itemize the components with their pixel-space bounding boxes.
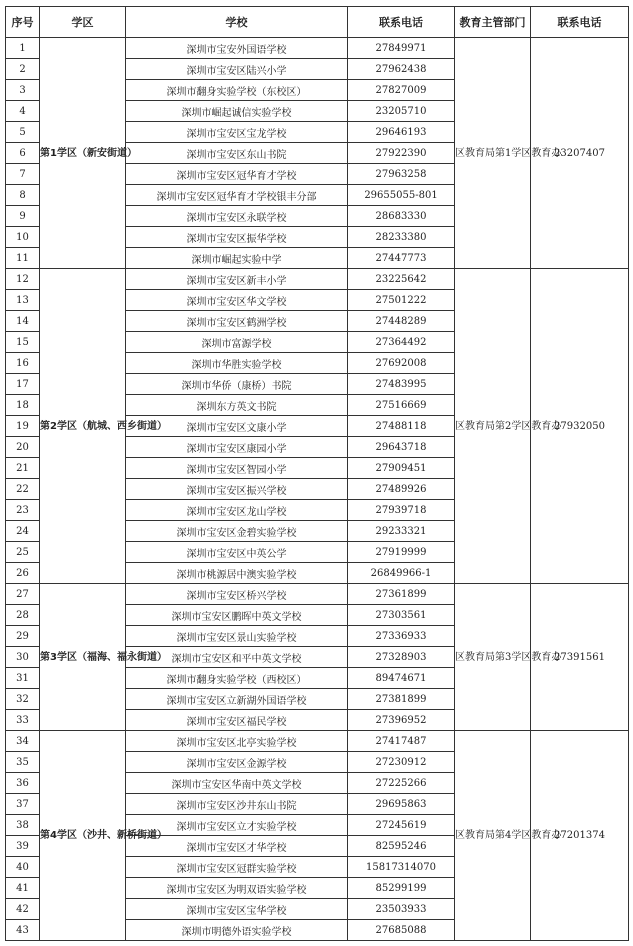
district-name: 第1学区（新安街道） (40, 38, 126, 269)
dept-name: 区教育局第1学区教育办 (455, 38, 531, 269)
row-index: 5 (6, 122, 40, 143)
dept-phone: 27932050 (531, 269, 629, 584)
row-index: 43 (6, 920, 40, 941)
school-phone: 26849966-1 (348, 563, 455, 584)
school-phone: 27909451 (348, 458, 455, 479)
school-name: 深圳市宝安区才华学校 (126, 836, 348, 857)
school-name: 深圳市宝安区立新湖外国语学校 (126, 689, 348, 710)
row-index: 35 (6, 752, 40, 773)
school-phone: 27939718 (348, 500, 455, 521)
school-name: 深圳市宝安区冠华育才学校 (126, 164, 348, 185)
school-phone: 27488118 (348, 416, 455, 437)
row-index: 30 (6, 647, 40, 668)
row-index: 11 (6, 248, 40, 269)
school-phone: 27303561 (348, 605, 455, 626)
dept-phone: 27391561 (531, 584, 629, 731)
school-name: 深圳市翻身实验学校（东校区） (126, 80, 348, 101)
school-phone: 27501222 (348, 290, 455, 311)
row-index: 3 (6, 80, 40, 101)
school-name: 深圳市宝安区金碧实验学校 (126, 521, 348, 542)
school-phone: 27364492 (348, 332, 455, 353)
school-phone: 27489926 (348, 479, 455, 500)
school-name: 深圳市宝安区振兴学校 (126, 479, 348, 500)
row-index: 7 (6, 164, 40, 185)
school-name: 深圳市宝安区和平中英文学校 (126, 647, 348, 668)
school-phone: 27245619 (348, 815, 455, 836)
row-index: 23 (6, 500, 40, 521)
school-phone: 27516669 (348, 395, 455, 416)
school-phone: 29233321 (348, 521, 455, 542)
school-name: 深圳市宝安区陆兴小学 (126, 59, 348, 80)
school-phone: 27849971 (348, 38, 455, 59)
row-index: 6 (6, 143, 40, 164)
school-name: 深圳市华侨（康桥）书院 (126, 374, 348, 395)
school-name: 深圳市宝安区宝华学校 (126, 899, 348, 920)
dept-name: 区教育局第2学区教育办 (455, 269, 531, 584)
school-phone: 27448289 (348, 311, 455, 332)
school-phone: 27417487 (348, 731, 455, 752)
school-name: 深圳市宝安区沙井东山书院 (126, 794, 348, 815)
district-name: 第4学区（沙井、新桥街道） (40, 731, 126, 941)
header-dept-phone: 联系电话 (531, 7, 629, 38)
school-name: 深圳市宝安区金源学校 (126, 752, 348, 773)
school-name: 深圳市宝安区智园小学 (126, 458, 348, 479)
school-name: 深圳市桃源居中澳实验学校 (126, 563, 348, 584)
row-index: 29 (6, 626, 40, 647)
school-name: 深圳市宝安区中英公学 (126, 542, 348, 563)
school-name: 深圳市明德外语实验学校 (126, 920, 348, 941)
header-district: 学区 (40, 7, 126, 38)
row-index: 1 (6, 38, 40, 59)
school-phone: 27922390 (348, 143, 455, 164)
school-name: 深圳市翻身实验学校（西校区） (126, 668, 348, 689)
school-phone: 27396952 (348, 710, 455, 731)
school-phone: 28233380 (348, 227, 455, 248)
school-phone: 89474671 (348, 668, 455, 689)
school-phone: 27230912 (348, 752, 455, 773)
school-contact-table (5, 6, 629, 941)
row-index: 34 (6, 731, 40, 752)
school-phone: 27361899 (348, 584, 455, 605)
row-index: 25 (6, 542, 40, 563)
row-index: 14 (6, 311, 40, 332)
school-phone: 27328903 (348, 647, 455, 668)
table-row (6, 38, 629, 59)
row-index: 38 (6, 815, 40, 836)
row-index: 2 (6, 59, 40, 80)
school-phone: 29646193 (348, 122, 455, 143)
row-index: 28 (6, 605, 40, 626)
school-phone: 27963258 (348, 164, 455, 185)
school-name: 深圳市宝安区龙山学校 (126, 500, 348, 521)
row-index: 31 (6, 668, 40, 689)
table-row (6, 731, 629, 752)
school-phone: 27336933 (348, 626, 455, 647)
school-phone: 27381899 (348, 689, 455, 710)
row-index: 33 (6, 710, 40, 731)
row-index: 16 (6, 353, 40, 374)
table-body (6, 38, 629, 941)
school-name: 深圳市宝安区新丰小学 (126, 269, 348, 290)
school-name: 深圳市宝安区鹤洲学校 (126, 311, 348, 332)
header-phone: 联系电话 (348, 7, 455, 38)
school-phone: 29695863 (348, 794, 455, 815)
row-index: 10 (6, 227, 40, 248)
school-name: 深圳市宝安区景山实验学校 (126, 626, 348, 647)
row-index: 18 (6, 395, 40, 416)
row-index: 32 (6, 689, 40, 710)
row-index: 24 (6, 521, 40, 542)
row-index: 27 (6, 584, 40, 605)
school-name: 深圳市宝安区华文学校 (126, 290, 348, 311)
row-index: 40 (6, 857, 40, 878)
row-index: 21 (6, 458, 40, 479)
school-phone: 85299199 (348, 878, 455, 899)
table-row (6, 584, 629, 605)
school-phone: 27827009 (348, 80, 455, 101)
school-name: 深圳市宝安区桥兴学校 (126, 584, 348, 605)
school-phone: 82595246 (348, 836, 455, 857)
row-index: 22 (6, 479, 40, 500)
school-name: 深圳市宝安区永联学校 (126, 206, 348, 227)
school-name: 深圳市宝安区冠群实验学校 (126, 857, 348, 878)
school-phone: 29655055-801 (348, 185, 455, 206)
school-phone: 28683330 (348, 206, 455, 227)
row-index: 26 (6, 563, 40, 584)
school-phone: 29643718 (348, 437, 455, 458)
school-name: 深圳市华胜实验学校 (126, 353, 348, 374)
dept-name: 区教育局第4学区教育办 (455, 731, 531, 941)
row-index: 39 (6, 836, 40, 857)
dept-name: 区教育局第3学区教育办 (455, 584, 531, 731)
row-index: 37 (6, 794, 40, 815)
school-name: 深圳市宝安区冠华育才学校银丰分部 (126, 185, 348, 206)
school-phone: 27225266 (348, 773, 455, 794)
school-name: 深圳市宝安区康园小学 (126, 437, 348, 458)
row-index: 13 (6, 290, 40, 311)
school-phone: 23225642 (348, 269, 455, 290)
row-index: 17 (6, 374, 40, 395)
header-school: 学校 (126, 7, 348, 38)
school-name: 深圳市宝安区鹏晖中英文学校 (126, 605, 348, 626)
district-name: 第3学区（福海、福永街道） (40, 584, 126, 731)
school-phone: 27692008 (348, 353, 455, 374)
school-phone: 23205710 (348, 101, 455, 122)
school-name: 深圳东方英文书院 (126, 395, 348, 416)
district-name: 第2学区（航城、西乡街道） (40, 269, 126, 584)
header-index: 序号 (6, 7, 40, 38)
school-name: 深圳市富源学校 (126, 332, 348, 353)
header-row (6, 7, 629, 38)
dept-phone: 27201374 (531, 731, 629, 941)
school-phone: 27483995 (348, 374, 455, 395)
row-index: 15 (6, 332, 40, 353)
school-phone: 27447773 (348, 248, 455, 269)
school-phone: 27685088 (348, 920, 455, 941)
school-name: 深圳市宝安区立才实验学校 (126, 815, 348, 836)
school-phone: 27962438 (348, 59, 455, 80)
dept-phone: 23207407 (531, 38, 629, 269)
school-name: 深圳市宝安区东山书院 (126, 143, 348, 164)
row-index: 19 (6, 416, 40, 437)
school-name: 深圳市宝安外国语学校 (126, 38, 348, 59)
school-name: 深圳市宝安区福民学校 (126, 710, 348, 731)
row-index: 8 (6, 185, 40, 206)
header-dept: 教育主管部门 (455, 7, 531, 38)
school-name: 深圳市宝安区北亭实验学校 (126, 731, 348, 752)
row-index: 41 (6, 878, 40, 899)
school-name: 深圳市宝安区振华学校 (126, 227, 348, 248)
school-name: 深圳市崛起诚信实验学校 (126, 101, 348, 122)
row-index: 9 (6, 206, 40, 227)
school-name: 深圳市宝安区宝龙学校 (126, 122, 348, 143)
table-row (6, 269, 629, 290)
row-index: 4 (6, 101, 40, 122)
row-index: 12 (6, 269, 40, 290)
row-index: 36 (6, 773, 40, 794)
school-name: 深圳市宝安区为明双语实验学校 (126, 878, 348, 899)
row-index: 20 (6, 437, 40, 458)
row-index: 42 (6, 899, 40, 920)
school-name: 深圳市崛起实验中学 (126, 248, 348, 269)
school-phone: 23503933 (348, 899, 455, 920)
school-name: 深圳市宝安区华南中英文学校 (126, 773, 348, 794)
school-phone: 27919999 (348, 542, 455, 563)
school-phone: 15817314070 (348, 857, 455, 878)
school-name: 深圳市宝安区文康小学 (126, 416, 348, 437)
